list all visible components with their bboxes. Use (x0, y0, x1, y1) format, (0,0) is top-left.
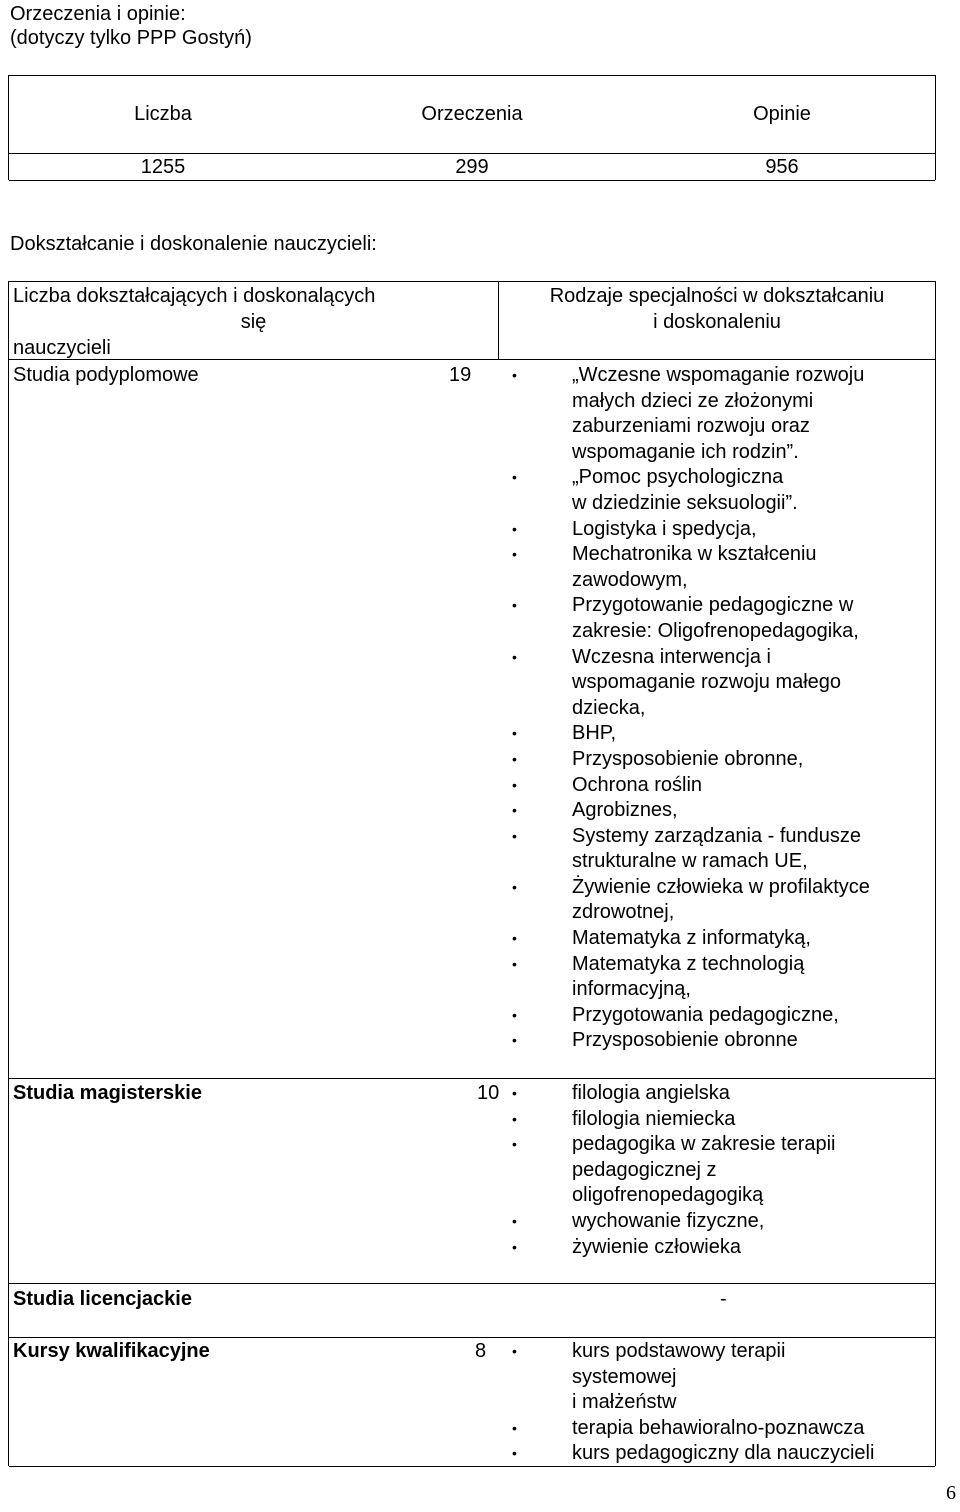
list-item: • Logistyka i spedycja, (9, 517, 870, 543)
list-item: • „Pomoc psychologiczna w dziedzinie seksuologii”. (9, 465, 870, 516)
table-row (9, 154, 935, 181)
list-item: • Przysposobienie obronne, (9, 747, 870, 773)
row-label-podyplomowe: Studia podyplomowe (13, 364, 199, 386)
list-item: • Matematyka z technologią informacyjną, (9, 952, 870, 1003)
row-count-magisterskie: 10 (477, 1082, 500, 1104)
list-item: • Żywienie człowieka w profilaktyce zdrowotnej, (9, 875, 870, 926)
list-item: • filologia niemiecka (9, 1107, 836, 1133)
list-item: • Przysposobienie obronne (9, 1028, 870, 1054)
cell-orzeczenia: 299 (455, 156, 489, 178)
list-magisterskie (9, 1081, 836, 1260)
row-separator (9, 1078, 935, 1079)
row-count-licencjackie: - (720, 1288, 727, 1310)
page-number: 6 (946, 1482, 956, 1504)
section-title-orzeczenia: Orzeczenia i opinie: (10, 3, 186, 25)
header-left-line1: Liczba dokształcających i doskonalących (13, 285, 376, 307)
list-item: • kurs podstawowy terapii systemowej i małżeństw (9, 1339, 874, 1416)
list-podyplomowe (9, 363, 870, 1054)
header-left-line3: nauczycieli (13, 337, 111, 359)
header-orzeczenia: Orzeczenia (421, 103, 523, 125)
list-item: • żywienie człowieka (9, 1235, 836, 1261)
header-right-line2: i doskonaleniu (653, 311, 781, 333)
row-label-licencjackie: Studia licencjackie (13, 1288, 192, 1310)
list-item: • pedagogika w zakresie terapii pedagogicznej z oligofrenopedagogiką (9, 1132, 836, 1209)
list-item: • filologia angielska (9, 1081, 836, 1107)
row-count-kursy: 8 (475, 1340, 487, 1362)
section-subtitle: (dotyczy tylko PPP Gostyń) (10, 27, 252, 49)
doksztalcanie-table (8, 281, 936, 1466)
header-opinie: Opinie (753, 103, 811, 125)
list-item: • BHP, (9, 721, 870, 747)
list-item: • wychowanie fizyczne, (9, 1209, 836, 1235)
list-item: • Ochrona roślin (9, 773, 870, 799)
row-label-kursy: Kursy kwalifikacyjne (13, 1340, 210, 1362)
list-item: • Wczesna interwencja i wspomaganie rozwoju małego dziecka, (9, 645, 870, 722)
list-item: • Matematyka z informatyką, (9, 926, 870, 952)
header-right-line1: Rodzaje specjalności w dokształcaniu (549, 285, 885, 307)
header-left-line2: się (240, 311, 267, 333)
row-count-podyplomowe: 19 (449, 364, 472, 386)
cell-opinie: 956 (765, 156, 799, 178)
list-item: • Mechatronika w kształceniu zawodowym, (9, 542, 870, 593)
row-separator (9, 1466, 935, 1467)
row-separator (9, 1283, 935, 1284)
list-item: • kurs pedagogiczny dla nauczycieli (9, 1441, 874, 1467)
list-item: • Przygotowania pedagogiczne, (9, 1003, 870, 1029)
list-item: • terapia behawioralno-poznawcza (9, 1416, 874, 1442)
table-header-row (9, 76, 935, 154)
section-title-doksztalcanie: Dokształcanie i doskonalenie nauczycieli: (10, 233, 377, 255)
row-separator (9, 359, 935, 360)
list-item: • Systemy zarządzania - fundusze strukturalne w ramach UE, (9, 824, 870, 875)
list-item: • „Wczesne wspomaganie rozwoju małych dzieci ze złożonymi zaburzeniami rozwoju oraz wspomaganie ich rodzin”. (9, 363, 870, 465)
row-label-magisterskie: Studia magisterskie (13, 1082, 202, 1104)
list-kursy (9, 1339, 874, 1467)
orzeczenia-table (8, 75, 936, 180)
list-item: • Agrobiznes, (9, 798, 870, 824)
list-item: • Przygotowanie pedagogiczne w zakresie: Oligofrenopedagogika, (9, 593, 870, 644)
header-liczba: Liczba (134, 103, 192, 125)
cell-liczba: 1255 (140, 156, 186, 178)
